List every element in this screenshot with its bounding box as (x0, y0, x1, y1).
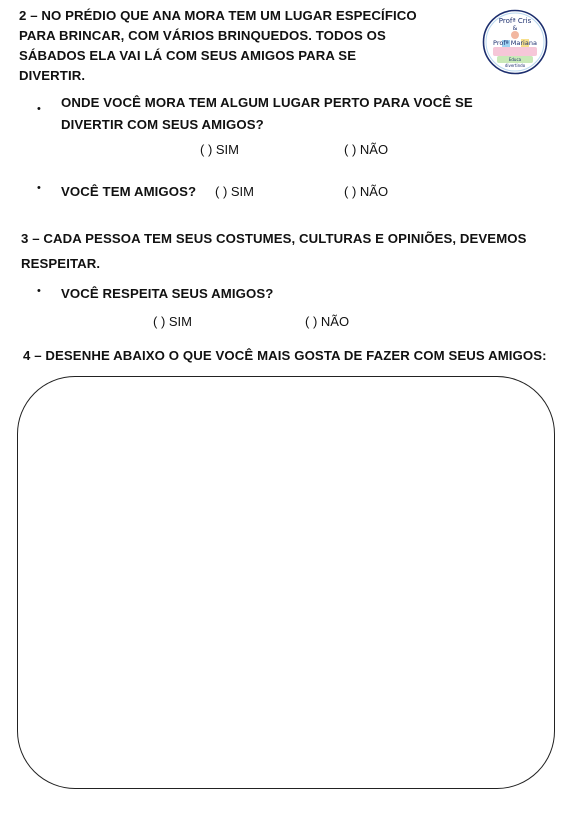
option-sim[interactable]: ( ) SIM (215, 184, 254, 199)
drawing-area[interactable] (17, 376, 555, 789)
question-2-line-4: DIVERTIR. (19, 68, 86, 83)
question-2-line-3: SÁBADOS ELA VAI LÁ COM SEUS AMIGOS PARA SE (19, 48, 357, 63)
option-nao[interactable]: ( ) NÃO (305, 314, 350, 329)
author-logo (482, 9, 548, 75)
question-3a-text: VOCÊ RESPEITA SEUS AMIGOS? (61, 286, 274, 301)
svg-text:Profª Mariana: Profª Mariana (493, 39, 537, 47)
option-nao[interactable]: ( ) NÃO (344, 142, 389, 157)
svg-text:Educa: Educa (508, 57, 522, 62)
logo-badge-icon (482, 9, 548, 75)
question-2a-line-2: DIVERTIR COM SEUS AMIGOS? (61, 117, 264, 132)
question-2-line-1: 2 – NO PRÉDIO QUE ANA MORA TEM UM LUGAR ESPECÍFICO (19, 8, 417, 23)
svg-text:&: & (512, 25, 518, 32)
bullet-icon: • (37, 103, 41, 115)
option-sim[interactable]: ( ) SIM (153, 314, 192, 329)
question-2a-line-1: ONDE VOCÊ MORA TEM ALGUM LUGAR PERTO PARA VOCÊ SE (61, 95, 473, 110)
svg-text:divertindo: divertindo (504, 63, 526, 68)
question-3-line-1: 3 – CADA PESSOA TEM SEUS COSTUMES, CULTURAS E OPINIÕES, DEVEMOS (21, 231, 527, 246)
question-2b-text: VOCÊ TEM AMIGOS? (61, 184, 197, 199)
bullet-icon: • (37, 182, 41, 194)
question-3-line-2: RESPEITAR. (21, 256, 101, 271)
option-sim[interactable]: ( ) SIM (200, 142, 239, 157)
bullet-icon: • (37, 285, 41, 297)
option-nao[interactable]: ( ) NÃO (344, 184, 389, 199)
question-2-line-2: PARA BRINCAR, COM VÁRIOS BRINQUEDOS. TODOS OS (19, 28, 386, 43)
question-4-text: 4 – DESENHE ABAIXO O QUE VOCÊ MAIS GOSTA DE FAZER COM SEUS AMIGOS: (23, 348, 547, 363)
svg-text:Profª Cris: Profª Cris (498, 17, 532, 25)
